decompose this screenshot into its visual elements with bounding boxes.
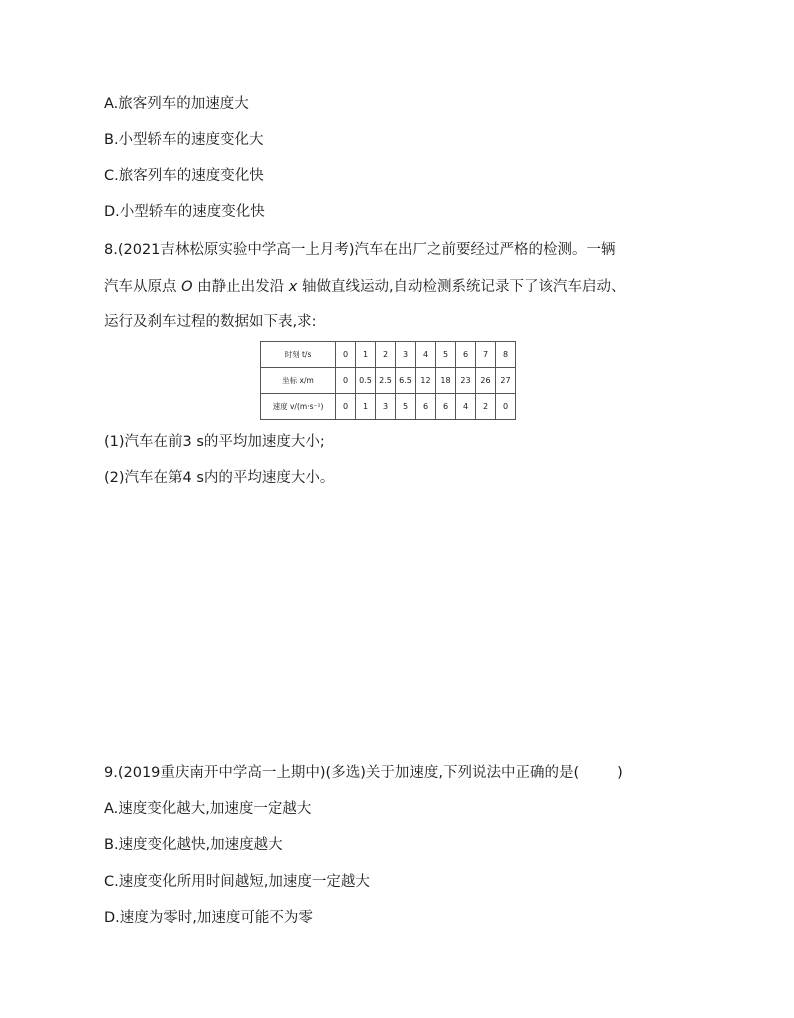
row-label-velocity: 速度 v/(m·s⁻¹) [261, 394, 336, 420]
table-cell: 4 [416, 342, 436, 368]
q9-option-a: A.速度变化越大,加速度一定越大 [104, 801, 312, 817]
row-label-position: 坐标 x/m [261, 368, 336, 394]
q8-stem-line2 [104, 277, 626, 297]
table-cell: 5 [396, 394, 416, 420]
table-cell: 2 [376, 342, 396, 368]
table-cell: 0 [336, 342, 356, 368]
table-cell: 27 [496, 368, 516, 394]
table-cell: 3 [396, 342, 416, 368]
q8-axis-symbol: x [288, 279, 298, 295]
table-cell: 8 [496, 342, 516, 368]
table-cell: 6 [456, 342, 476, 368]
q8-data-table [260, 341, 516, 420]
table-cell: 0 [336, 368, 356, 394]
q8-subquestion-1: (1)汽车在前3 s的平均加速度大小; [104, 434, 325, 450]
q9-option-c: C.速度变化所用时间越短,加速度一定越大 [104, 874, 370, 890]
q9-stem [104, 763, 623, 783]
table-row-time [261, 342, 516, 368]
table-cell: 2 [476, 394, 496, 420]
table-cell: 0.5 [356, 368, 376, 394]
q7-option-b: B.小型轿车的速度变化大 [104, 132, 264, 148]
table-cell: 1 [356, 394, 376, 420]
table-cell: 12 [416, 368, 436, 394]
table-cell: 0 [336, 394, 356, 420]
q9-stem-close: ) [617, 765, 623, 781]
table-cell: 26 [476, 368, 496, 394]
table-cell: 6.5 [396, 368, 416, 394]
q8-origin-symbol: O [181, 279, 193, 295]
q8-line2-part-b: 由静止出发沿 [192, 279, 289, 295]
table-cell: 4 [456, 394, 476, 420]
q8-stem-line1: 8.(2021吉林松原实验中学高一上月考)汽车在出厂之前要经过严格的检测。一辆 [104, 242, 616, 258]
q8-stem-line3: 运行及刹车过程的数据如下表,求: [104, 314, 317, 330]
q7-option-a: A.旅客列车的加速度大 [104, 96, 249, 112]
table-cell: 5 [436, 342, 456, 368]
row-label-time: 时刻 t/s [261, 342, 336, 368]
table-cell: 0 [496, 394, 516, 420]
q9-option-d: D.速度为零时,加速度可能不为零 [104, 910, 313, 926]
q7-option-c: C.旅客列车的速度变化快 [104, 168, 264, 184]
table-cell: 6 [416, 394, 436, 420]
table-cell: 3 [376, 394, 396, 420]
table-cell: 23 [456, 368, 476, 394]
q9-stem-text: 9.(2019重庆南开中学高一上期中)(多选)关于加速度,下列说法中正确的是( [104, 765, 580, 781]
table-cell: 1 [356, 342, 376, 368]
q9-option-b: B.速度变化越快,加速度越大 [104, 837, 283, 853]
q8-line2-part-a: 汽车从原点 [104, 279, 182, 295]
table-cell: 2.5 [376, 368, 396, 394]
q8-line2-part-c: 轴做直线运动,自动检测系统记录下了该汽车启动、 [297, 279, 626, 295]
table-row-position [261, 368, 516, 394]
table-cell: 7 [476, 342, 496, 368]
q7-option-d: D.小型轿车的速度变化快 [104, 204, 265, 220]
table-cell: 18 [436, 368, 456, 394]
table-row-velocity [261, 394, 516, 420]
q8-subquestion-2: (2)汽车在第4 s内的平均速度大小。 [104, 470, 335, 486]
table-cell: 6 [436, 394, 456, 420]
